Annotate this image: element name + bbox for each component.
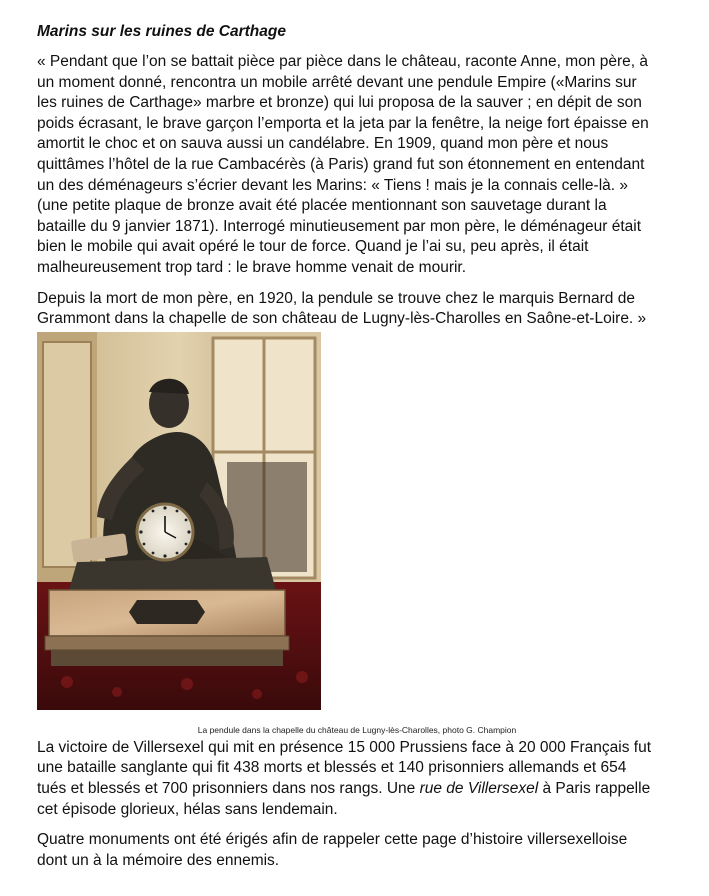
- text-line: [37, 779, 677, 800]
- text-line: un des déménageurs s’écrier devant les Marins: « Tiens ! mais je la connais celle-là. »: [37, 176, 629, 194]
- text-line: malheureusement trop tard : le brave homme venait de mourir.: [37, 258, 467, 276]
- text-line: cet épisode glorieux, hélas sans lendemain.: [37, 800, 338, 818]
- street-name: rue de Villersexel: [419, 779, 539, 797]
- paragraph-clock-location: [37, 289, 677, 330]
- text-line: Quatre monuments ont été érigés afin de rappeler cette page d’histoire villersexelloise: [37, 831, 628, 849]
- text-segment: tués et blessés et 700 prisonniers dans nos rangs. Une: [37, 779, 420, 797]
- text-line: quittâmes l’hôtel de la rue Cambacérès (à Paris) grand fut son étonnement en entendant: [37, 155, 645, 173]
- text-line: poids écrasant, le brave garçon l’emporta et la jeta par la fenêtre, la neige fort épaisse en: [37, 114, 649, 132]
- clock-photo: [37, 332, 321, 710]
- text-line: « Pendant que l’on se battait pièce par pièce dans le château, raconte Anne, mon père, à: [37, 53, 648, 70]
- text-line: bataille du 9 janvier 1871). Interrogé minutieusement par mon père, le déménageur était: [37, 217, 642, 235]
- paragraph-battle: [37, 738, 677, 820]
- text-line: dont un à la mémoire des ennemis.: [37, 851, 280, 869]
- text-line: amortit le choc et on sauva aussi un candélabre. En 1909, quand mon père et nous: [37, 135, 609, 153]
- text-line: une bataille sanglante qui fit 438 morts et blessés et 140 prisonniers allemands et 654: [37, 759, 627, 777]
- text-line: bien le mobile qui avait opéré le tour de force. Quand je l’ai su, peu après, il était: [37, 238, 589, 256]
- paragraph-monuments: [37, 830, 677, 871]
- document-page: [37, 22, 677, 871]
- photo-caption: La pendule dans la chapelle du château de Lugny-lès-Charolles, photo G. Champion: [197, 724, 517, 735]
- text-line: Depuis la mort de mon père, en 1920, la pendule se trouve chez le marquis Bernard de: [37, 289, 635, 307]
- text-line: un moment donné, rencontra un mobile arrêté devant une pendule Empire («Marins sur: [37, 73, 637, 91]
- text-segment: à Paris rappelle: [538, 779, 651, 797]
- text-line: les ruines de Carthage» marbre et bronze) qui lui proposa de la sauver ; en dépit de son: [37, 94, 642, 112]
- paragraph-anne-story: [37, 52, 677, 279]
- text-line: La victoire de Villersexel qui mit en présence 15 000 Prussiens face à 20 000 Français fut: [37, 738, 652, 756]
- article-title: Marins sur les ruines de Carthage: [37, 23, 286, 40]
- text-line: (une petite plaque de bronze avait été placée mentionnant son sauvetage durant la: [37, 197, 607, 215]
- text-line: Grammont dans la chapelle de son château de Lugny-lès-Charolles en Saône-et-Loire. »: [37, 310, 647, 328]
